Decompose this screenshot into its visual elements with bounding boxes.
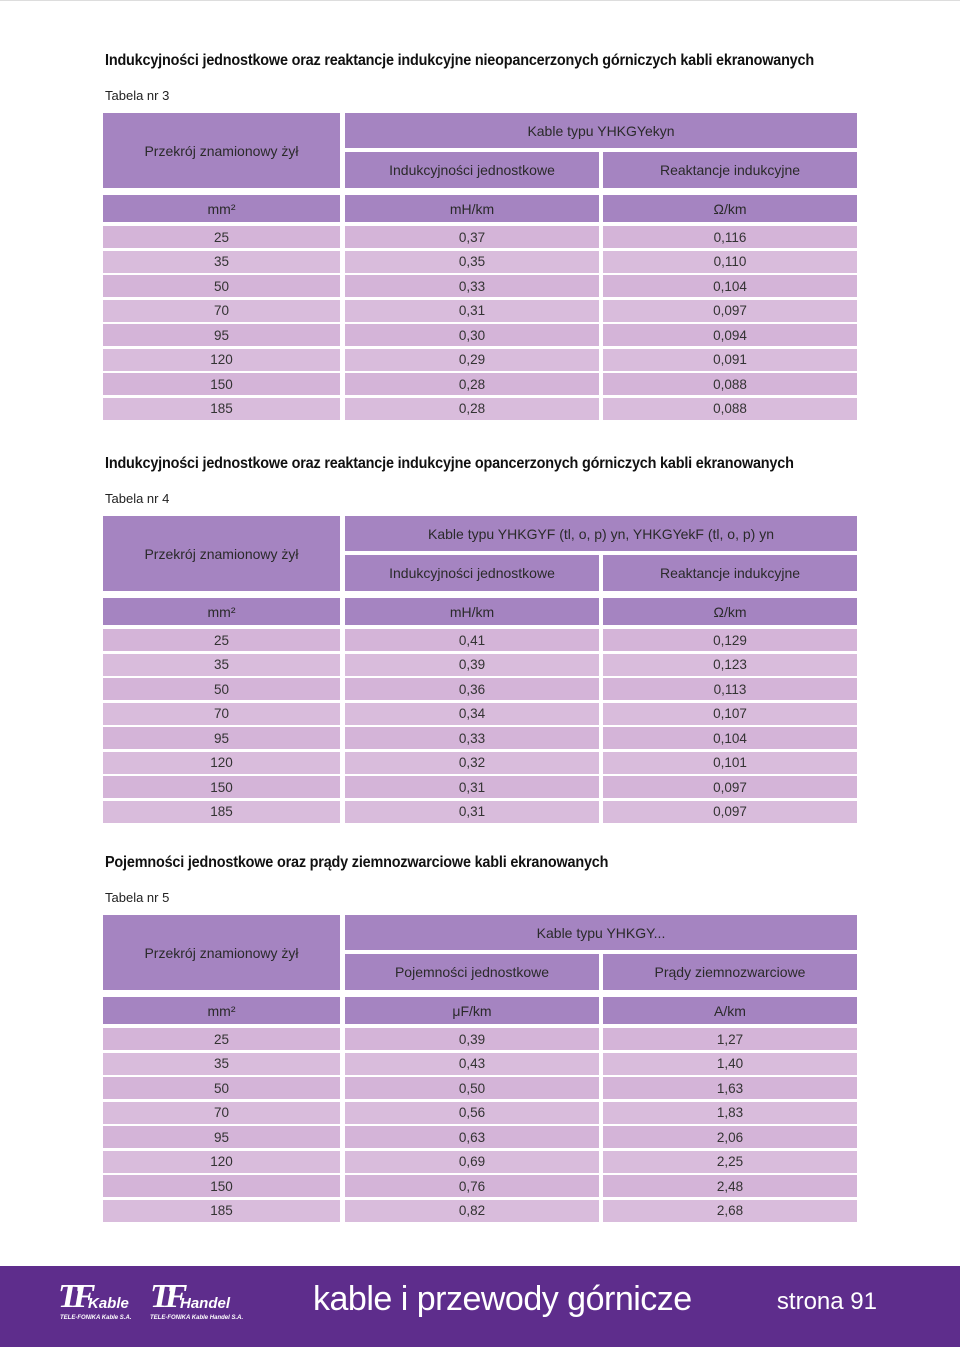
table-cell: 0,33 <box>345 727 599 749</box>
data-table <box>103 516 857 825</box>
table-cell: 25 <box>103 629 340 651</box>
table-cell: 70 <box>103 300 340 322</box>
table-cell: 120 <box>103 349 340 371</box>
table-cell: 0,35 <box>345 251 599 273</box>
table-cell: 0,097 <box>603 776 857 798</box>
table-cell: 0,31 <box>345 300 599 322</box>
table-cell: 120 <box>103 752 340 774</box>
table-label: Tabela nr 4 <box>105 491 170 506</box>
table-cell: 2,68 <box>603 1200 857 1222</box>
footer-bar <box>0 1266 960 1347</box>
table-cell: 0,097 <box>603 801 857 823</box>
table-cell: 70 <box>103 1102 340 1124</box>
table-cell: 35 <box>103 654 340 676</box>
table-cell: 0,123 <box>603 654 857 676</box>
col-header-2: Indukcyjności jednostkowe <box>345 152 599 188</box>
table-cell: 2,25 <box>603 1151 857 1173</box>
table-cell: 95 <box>103 727 340 749</box>
col-header-2: Indukcyjności jednostkowe <box>345 555 599 591</box>
table-cell: 0,094 <box>603 324 857 346</box>
tf-logo-mark: TF <box>58 1278 90 1315</box>
table-section <box>103 52 857 422</box>
section-title: Indukcyjności jednostkowe oraz reaktancje indukcyjne nieopancerzonych górniczych kabli ekranowanych <box>105 52 814 69</box>
unit-cell: mH/km <box>345 195 599 222</box>
table-cell: 120 <box>103 1151 340 1173</box>
logo-sub-kable: TELE-FONIKA Kable S.A. <box>60 1315 132 1321</box>
table-cell: 50 <box>103 678 340 700</box>
table-cell: 1,63 <box>603 1077 857 1099</box>
table-cell: 0,28 <box>345 373 599 395</box>
table-cell: 0,37 <box>345 226 599 248</box>
col-header-cross-section: Przekrój znamionowy żył <box>103 915 340 990</box>
table-cell: 0,107 <box>603 703 857 725</box>
col-header-2: Pojemności jednostkowe <box>345 954 599 990</box>
table-cell: 0,82 <box>345 1200 599 1222</box>
tf-logo-mark: TF <box>150 1278 182 1315</box>
top-rule <box>0 0 960 1</box>
unit-cell: μF/km <box>345 997 599 1024</box>
table-cell: 0,39 <box>345 1028 599 1050</box>
col-group-header: Kable typu YHKGYF (tl, o, p) yn, YHKGYekF (tl, o, p) yn <box>345 516 857 551</box>
unit-cell: mm² <box>103 997 340 1024</box>
table-cell: 0,104 <box>603 727 857 749</box>
table-cell: 0,29 <box>345 349 599 371</box>
table-cell: 150 <box>103 776 340 798</box>
table-cell: 0,32 <box>345 752 599 774</box>
logo-word-kable: Kable <box>88 1295 129 1312</box>
table-cell: 0,088 <box>603 373 857 395</box>
table-cell: 0,110 <box>603 251 857 273</box>
logo-sub-handel: TELE-FONIKA Kable Handel S.A. <box>150 1315 244 1321</box>
table-cell: 0,56 <box>345 1102 599 1124</box>
table-cell: 0,113 <box>603 678 857 700</box>
table-cell: 95 <box>103 1126 340 1148</box>
table-cell: 0,31 <box>345 776 599 798</box>
table-cell: 50 <box>103 275 340 297</box>
unit-cell: mH/km <box>345 598 599 625</box>
table-cell: 0,36 <box>345 678 599 700</box>
table-cell: 0,34 <box>345 703 599 725</box>
page-number: strona 91 <box>776 1288 877 1315</box>
col-header-3: Reaktancje indukcyjne <box>603 152 857 188</box>
table-cell: 1,27 <box>603 1028 857 1050</box>
col-group-header: Kable typu YHKGY... <box>345 915 857 950</box>
table-cell: 70 <box>103 703 340 725</box>
unit-cell: A/km <box>603 997 857 1024</box>
footer-title: kable i przewody górnicze <box>313 1280 692 1318</box>
table-cell: 95 <box>103 324 340 346</box>
tf-kable-logo <box>58 1278 132 1321</box>
data-table <box>103 915 857 1224</box>
table-cell: 0,30 <box>345 324 599 346</box>
unit-cell: Ω/km <box>603 195 857 222</box>
unit-cell: mm² <box>103 598 340 625</box>
table-cell: 35 <box>103 1053 340 1075</box>
table-cell: 150 <box>103 1175 340 1197</box>
table-cell: 185 <box>103 801 340 823</box>
table-section <box>103 854 857 1224</box>
table-cell: 25 <box>103 1028 340 1050</box>
col-header-3: Prądy ziemnozwarciowe <box>603 954 857 990</box>
table-cell: 25 <box>103 226 340 248</box>
section-title: Pojemności jednostkowe oraz prądy ziemnozwarciowe kabli ekranowanych <box>105 854 609 871</box>
table-cell: 50 <box>103 1077 340 1099</box>
table-cell: 0,69 <box>345 1151 599 1173</box>
table-cell: 0,41 <box>345 629 599 651</box>
table-cell: 185 <box>103 1200 340 1222</box>
table-cell: 2,06 <box>603 1126 857 1148</box>
table-cell: 0,76 <box>345 1175 599 1197</box>
table-cell: 0,091 <box>603 349 857 371</box>
col-header-3: Reaktancje indukcyjne <box>603 555 857 591</box>
table-cell: 2,48 <box>603 1175 857 1197</box>
col-header-cross-section: Przekrój znamionowy żył <box>103 113 340 188</box>
table-cell: 0,28 <box>345 398 599 420</box>
table-cell: 0,50 <box>345 1077 599 1099</box>
table-cell: 0,39 <box>345 654 599 676</box>
table-cell: 0,33 <box>345 275 599 297</box>
table-cell: 150 <box>103 373 340 395</box>
table-cell: 185 <box>103 398 340 420</box>
data-table <box>103 113 857 422</box>
table-cell: 0,101 <box>603 752 857 774</box>
col-header-cross-section: Przekrój znamionowy żył <box>103 516 340 591</box>
table-label: Tabela nr 5 <box>105 890 170 905</box>
table-cell: 0,129 <box>603 629 857 651</box>
table-cell: 1,83 <box>603 1102 857 1124</box>
table-cell: 1,40 <box>603 1053 857 1075</box>
table-cell: 35 <box>103 251 340 273</box>
table-cell: 0,116 <box>603 226 857 248</box>
logo-word-handel: Handel <box>180 1295 231 1312</box>
unit-cell: mm² <box>103 195 340 222</box>
col-group-header: Kable typu YHKGYekyn <box>345 113 857 148</box>
table-cell: 0,31 <box>345 801 599 823</box>
table-cell: 0,104 <box>603 275 857 297</box>
table-section <box>103 455 857 825</box>
table-label: Tabela nr 3 <box>105 88 170 103</box>
table-cell: 0,097 <box>603 300 857 322</box>
unit-cell: Ω/km <box>603 598 857 625</box>
table-cell: 0,63 <box>345 1126 599 1148</box>
tf-handel-logo <box>150 1278 244 1321</box>
table-cell: 0,43 <box>345 1053 599 1075</box>
table-cell: 0,088 <box>603 398 857 420</box>
section-title: Indukcyjności jednostkowe oraz reaktancje indukcyjne opancerzonych górniczych kabli ekranowanych <box>105 455 794 472</box>
